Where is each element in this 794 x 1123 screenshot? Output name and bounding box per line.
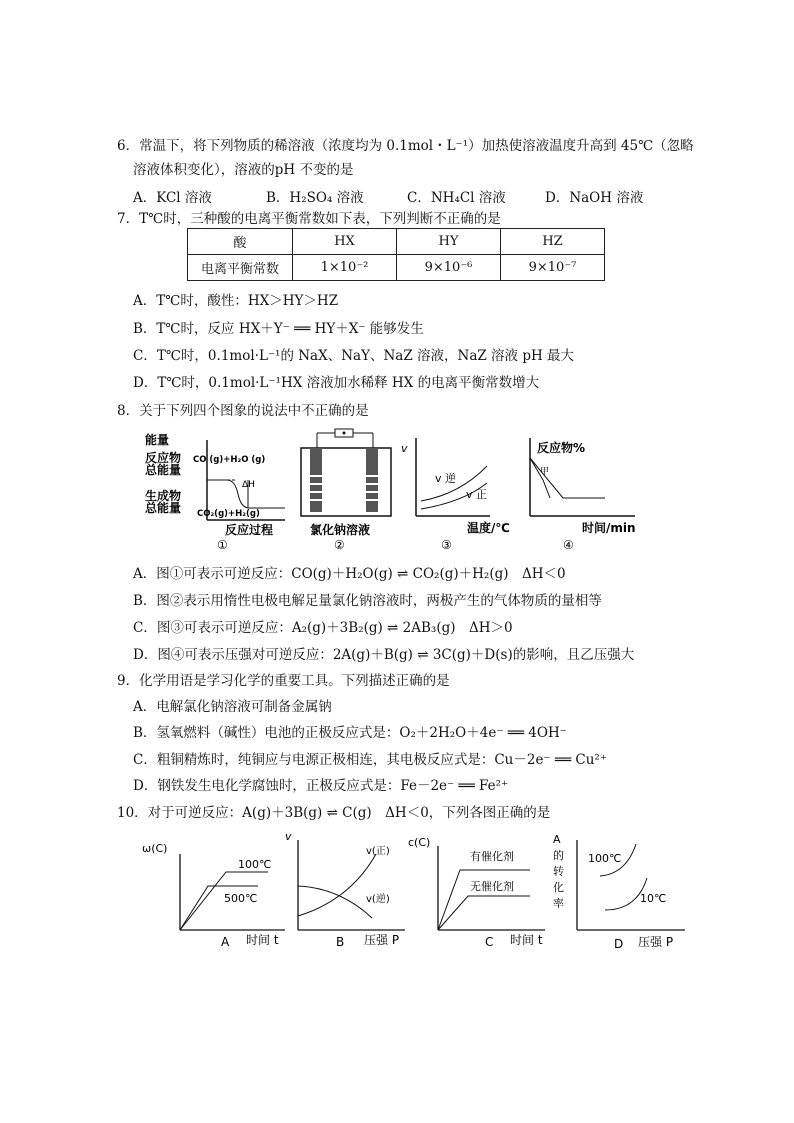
table-header: 酸 — [188, 229, 293, 255]
graph-d — [553, 833, 685, 951]
q9-option-b: B．氢氧燃料（碱性）电池的正极反应式是：O₂＋2H₂O＋4e⁻ ══ 4OH⁻ — [133, 725, 567, 741]
gB-y-label: v — [285, 830, 292, 843]
q10-stem: 10．对于可逆反应：A(g)＋3B(g) ⇌ C(g) ΔH＜0，下列各图正确的是 — [117, 805, 551, 821]
q10-graphs — [140, 830, 700, 955]
q8-figures — [145, 428, 645, 553]
gC-letter: C — [485, 935, 494, 949]
gD-curve-10: 10℃ — [640, 892, 667, 905]
gA-x-label: 时间 t — [246, 933, 279, 947]
q9-stem: 9．化学用语是学习化学的重要工具。下列描述正确的是 — [117, 673, 450, 689]
gD-curve-100: 100℃ — [588, 852, 622, 865]
rate-temperature-graph — [401, 438, 510, 552]
q9-option-a: A．电解氯化钠溶液可制备金属钠 — [133, 699, 332, 715]
fig3-number: ③ — [441, 538, 452, 552]
fig4-x-label: 时间/min — [582, 521, 636, 535]
gD-y-label-3: 转 — [553, 865, 564, 878]
table-cell: 1×10⁻² — [293, 255, 397, 281]
fig3-forward-label: v 正 — [466, 488, 488, 501]
gC-x-label: 时间 t — [510, 933, 543, 947]
graph-a — [142, 842, 285, 949]
electrolysis-cell — [301, 429, 391, 552]
q7-option-c: C．T℃时，0.1mol·L⁻¹的 NaX、NaY、NaZ 溶液，NaZ 溶液 pH 最大 — [133, 348, 575, 364]
fig1-dh-label: ΔH — [242, 480, 255, 490]
gD-y-label-1: A — [553, 833, 561, 846]
table-cell: 9×10⁻⁶ — [397, 255, 501, 281]
reactant-time-graph — [530, 438, 636, 552]
gA-letter: A — [221, 935, 230, 949]
graph-c — [408, 836, 545, 949]
gD-x-label: 压强 P — [638, 935, 674, 949]
fig3-y-label: v — [401, 442, 408, 455]
table-cell: 9×10⁻⁷ — [501, 255, 605, 281]
fig3-reverse-label: v 逆 — [435, 472, 457, 485]
gC-catalyst-label: 有催化剂 — [470, 850, 514, 863]
fig4-number: ④ — [563, 538, 574, 552]
q7-stem: 7．T℃时，三种酸的电离平衡常数如下表，下列判断不正确的是 — [117, 211, 501, 227]
q6-option-c: C．NH₄Cl 溶液 — [407, 190, 506, 206]
fig1-reactant-label: 反应物 — [145, 451, 182, 465]
fig1-product-total: 总能量 — [145, 501, 182, 515]
fig1-y-label: 能量 — [145, 433, 170, 447]
gA-curve-500: 500℃ — [224, 892, 258, 905]
q9-option-c: C．粗铜精炼时，纯铜应与电源正极相连，其电极反应式是：Cu－2e⁻ ══ Cu²⁺ — [133, 752, 607, 768]
graph-b — [285, 830, 405, 949]
q6-stem: 6．常温下，将下列物质的稀溶液（浓度均为 0.1mol・L⁻¹）加热使溶液温度升高到 45℃（忽略 — [117, 138, 694, 154]
q7-option-b: B．T℃时，反应 HX＋Y⁻ ══ HY＋X⁻ 能够发生 — [133, 321, 424, 337]
gD-y-label-5: 率 — [553, 897, 564, 910]
gD-letter: D — [614, 937, 624, 951]
q6-option-a: A．KCl 溶液 — [133, 190, 212, 206]
fig1-x-label: 反应过程 — [225, 523, 274, 537]
fig1-bottom-species: CO₂(g)+H₂(g) — [197, 509, 260, 519]
q8-stem: 8．关于下列四个图象的说法中不正确的是 — [117, 403, 369, 419]
q8-option-a: A．图①可表示可逆反应：CO(g)＋H₂O(g) ⇌ CO₂(g)＋H₂(g) ΔH＜0 — [133, 566, 566, 582]
table-header: HY — [397, 229, 501, 255]
q8-option-d: D．图④可表示压强对可逆反应：2A(g)＋B(g) ⇌ 3C(g)＋D(s)的影响，且乙压强大 — [133, 647, 635, 663]
fig1-top-species: CO (g)+H₂O (g) — [193, 455, 266, 465]
q6-stem-cont: 溶液体积变化），溶液的pH 不变的是 — [133, 162, 354, 178]
gA-curve-100: 100℃ — [238, 858, 272, 871]
table-header: HX — [293, 229, 397, 255]
fig1-product-label: 生成物 — [145, 489, 182, 503]
q6-option-d: D．NaOH 溶液 — [545, 190, 644, 206]
table-header: HZ — [501, 229, 605, 255]
gD-y-label-4: 化 — [553, 881, 564, 894]
gA-y-label: ω(C) — [142, 842, 168, 855]
gB-forward-label: v(正) — [366, 846, 390, 857]
q6-options — [133, 186, 643, 206]
gB-reverse-label: v(逆) — [366, 894, 390, 905]
gC-y-label: c(C) — [408, 836, 431, 849]
table-row-label: 电离平衡常数 — [188, 255, 293, 281]
fig2-number: ② — [334, 538, 345, 552]
q6-option-b: B．H₂SO₄ 溶液 — [266, 190, 364, 206]
fig4-y-label: 反应物% — [537, 441, 586, 455]
fig4-curve-label: 甲 — [540, 467, 550, 477]
q7-option-a: A．T℃时，酸性：HX＞HY＞HZ — [133, 293, 339, 309]
fig3-x-label: 温度/℃ — [467, 521, 510, 535]
q8-option-c: C．图③可表示可逆反应：A₂(g)＋3B₂(g) ⇌ 2AB₃(g) ΔH＞0 — [133, 620, 513, 636]
energy-diagram — [145, 432, 285, 552]
gB-x-label: 压强 P — [364, 933, 400, 947]
acid-constant-table — [187, 228, 605, 281]
gD-y-label-2: 的 — [553, 849, 564, 862]
fig1-number: ① — [217, 538, 228, 552]
fig2-label: 氯化钠溶液 — [310, 523, 371, 537]
q9-option-d: D．钢铁发生电化学腐蚀时，正极反应式是：Fe－2e⁻ ══ Fe²⁺ — [133, 778, 509, 794]
q8-option-b: B．图②表示用惰性电极电解足量氯化钠溶液时，两极产生的气体物质的量相等 — [133, 593, 602, 609]
gC-no-catalyst-label: 无催化剂 — [470, 880, 514, 893]
gB-letter: B — [336, 935, 345, 949]
fig1-reactant-total: 总能量 — [145, 463, 182, 477]
q7-option-d: D．T℃时，0.1mol·L⁻¹HX 溶液加水稀释 HX 的电离平衡常数增大 — [133, 375, 540, 391]
